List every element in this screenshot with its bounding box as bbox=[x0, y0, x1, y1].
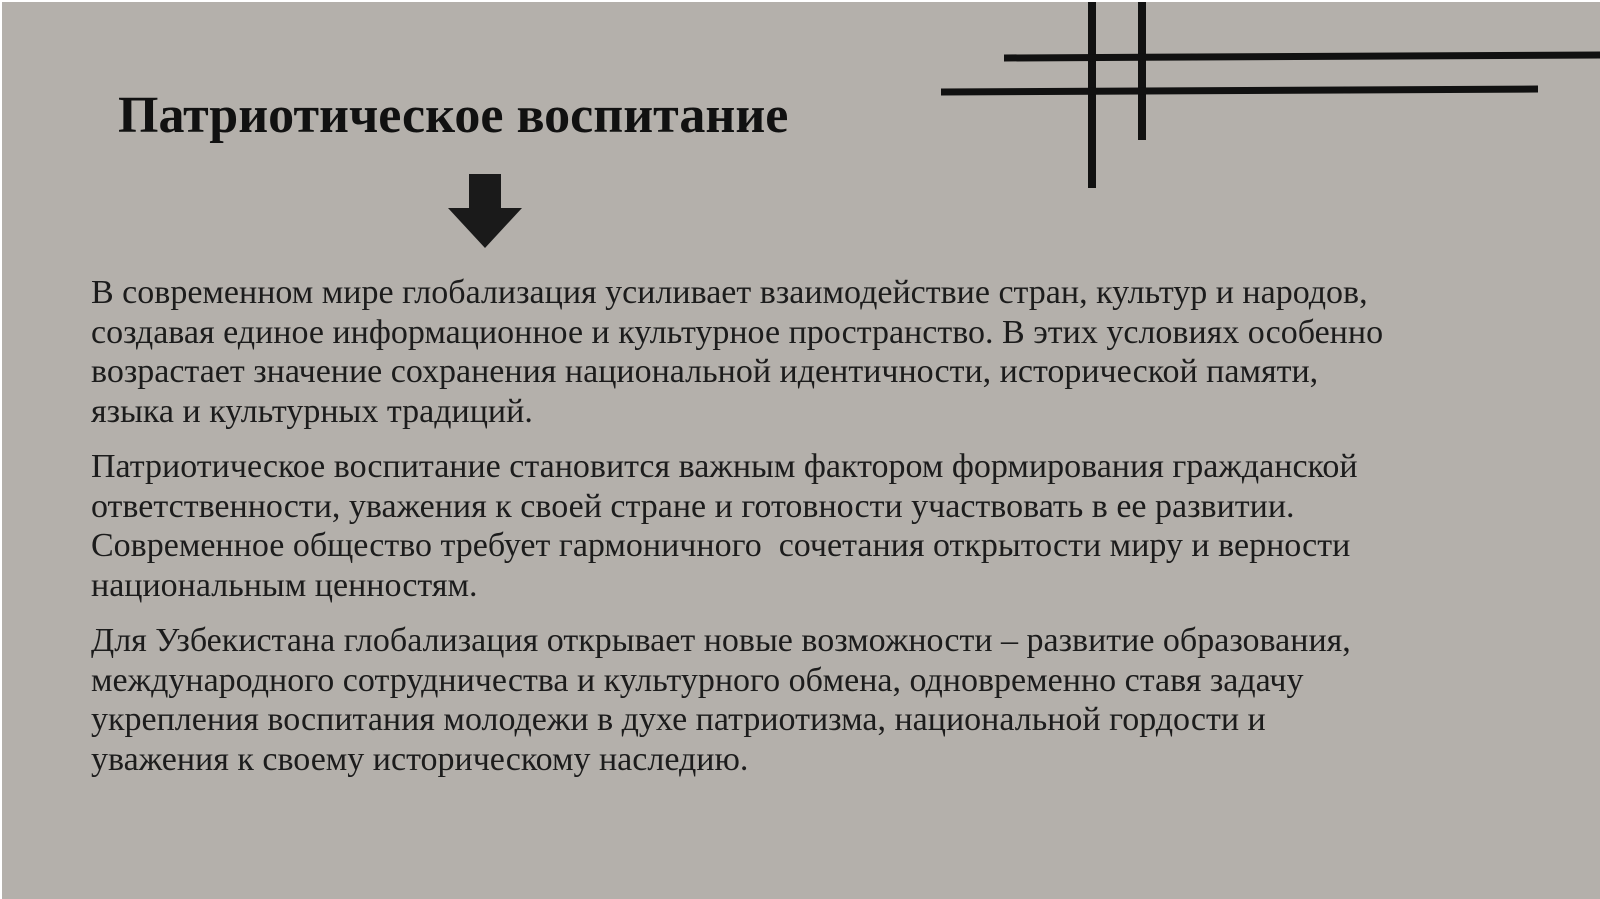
paragraph-uzbekistan: Для Узбекистана глобализация открывает новые возможности – развитие образования, международного сотрудничества и культурного обмена, одновременно ставя задачу укрепления воспитания молодежи в духе патриотизма, национальной гордости и уважения к своему историческому наследию. bbox=[91, 622, 1351, 778]
down-arrow-icon bbox=[448, 174, 522, 248]
paragraph-globalization: В современном мире глобализация усиливает взаимодействие стран, культур и народов, создавая единое информационное и культурное пространство. В этих условиях особенно возрастает значение сохранения национальной идентичности, исторической памяти, языка и культурных традиций. bbox=[91, 274, 1384, 430]
deco-horizontal-line-bottom bbox=[941, 89, 1538, 92]
slide-title: Патриотическое воспитание bbox=[118, 87, 789, 144]
deco-horizontal-line-top bbox=[1004, 55, 1600, 58]
body-text bbox=[91, 273, 1581, 795]
paragraph-patriotic-education: Патриотическое воспитание становится важным фактором формирования гражданской ответственности, уважения к своей стране и готовности участвовать в ее развитии. Современное общество требует гармоничного сочетания открытости миру и верности национальным ценностям. bbox=[91, 448, 1358, 604]
